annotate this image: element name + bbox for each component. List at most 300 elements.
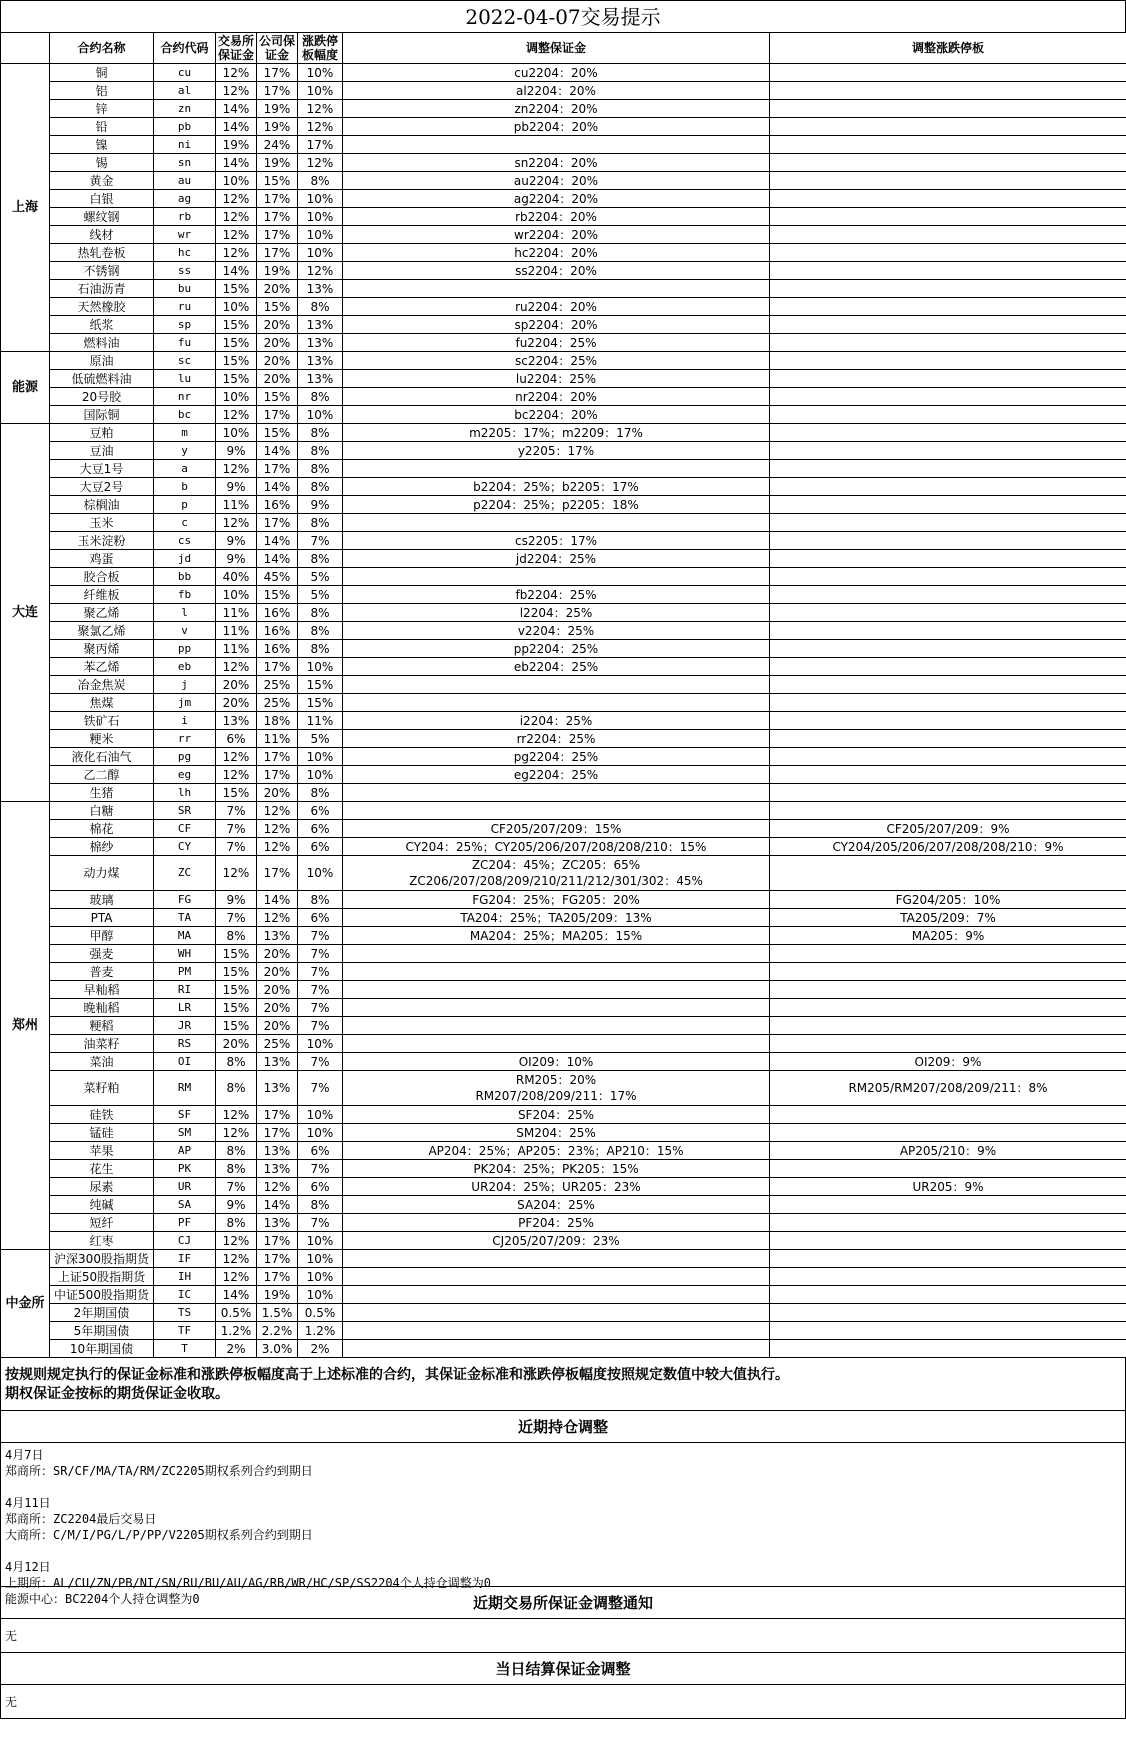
adjusted-margin-cell: jd2204：25%	[343, 550, 770, 568]
company-margin-cell: 16%	[257, 640, 298, 658]
position-adjust-title: 近期持仓调整	[0, 1411, 1126, 1443]
contract-code-cell: eb	[154, 658, 216, 676]
adjusted-limit-cell: OI209：9%	[770, 1053, 1126, 1071]
adjusted-margin-cell	[343, 1035, 770, 1053]
contract-name-cell: 冶金焦炭	[50, 676, 154, 694]
exchange-margin-cell: 12%	[216, 82, 257, 100]
table-row	[1, 694, 1126, 712]
adjusted-limit-cell	[770, 730, 1126, 748]
contract-code-cell: au	[154, 172, 216, 190]
adjusted-limit-cell	[770, 586, 1126, 604]
adjusted-limit-cell	[770, 334, 1126, 352]
adjusted-limit-cell	[770, 1250, 1126, 1268]
contract-code-cell: IF	[154, 1250, 216, 1268]
contract-name-cell: 焦煤	[50, 694, 154, 712]
contract-code-cell: l	[154, 604, 216, 622]
contract-name-cell: 不锈钢	[50, 262, 154, 280]
company-margin-cell: 19%	[257, 118, 298, 136]
contract-code-cell: b	[154, 478, 216, 496]
adjusted-margin-cell: bc2204：20%	[343, 406, 770, 424]
header-code: 合约代码	[154, 33, 216, 64]
adjusted-margin-cell: p2204：25%；p2205：18%	[343, 496, 770, 514]
adjusted-margin-cell	[343, 1340, 770, 1358]
adjusted-margin-cell: eb2204：25%	[343, 658, 770, 676]
exchange-margin-cell: 12%	[216, 514, 257, 532]
company-margin-cell: 20%	[257, 316, 298, 334]
contract-name-cell: 锰硅	[50, 1124, 154, 1142]
contract-name-cell: 苯乙烯	[50, 658, 154, 676]
contract-code-cell: sc	[154, 352, 216, 370]
contract-name-cell: 菜籽粕	[50, 1071, 154, 1106]
limit-cell: 7%	[298, 981, 343, 999]
table-row	[1, 1196, 1126, 1214]
exchange-margin-cell: 8%	[216, 1160, 257, 1178]
exchange-margin-cell: 7%	[216, 820, 257, 838]
exchange-margin-cell: 12%	[216, 1268, 257, 1286]
adjusted-margin-cell: zn2204：20%	[343, 100, 770, 118]
company-margin-cell: 17%	[257, 1268, 298, 1286]
table-row	[1, 424, 1126, 442]
adjusted-margin-cell	[343, 1304, 770, 1322]
contract-code-cell: CJ	[154, 1232, 216, 1250]
table-row	[1, 352, 1126, 370]
company-margin-cell: 20%	[257, 352, 298, 370]
company-margin-cell: 19%	[257, 100, 298, 118]
company-margin-cell: 14%	[257, 1196, 298, 1214]
limit-cell: 10%	[298, 1286, 343, 1304]
company-margin-cell: 17%	[257, 460, 298, 478]
adjusted-margin-cell: au2204：20%	[343, 172, 770, 190]
exchange-margin-cell: 10%	[216, 172, 257, 190]
adjusted-limit-cell	[770, 1268, 1126, 1286]
table-row	[1, 730, 1126, 748]
limit-cell: 7%	[298, 1160, 343, 1178]
company-margin-cell: 16%	[257, 604, 298, 622]
adjusted-margin-cell	[343, 1017, 770, 1035]
adjusted-margin-cell	[343, 568, 770, 586]
table-row	[1, 262, 1126, 280]
adjusted-limit-cell	[770, 226, 1126, 244]
contract-name-cell: 胶合板	[50, 568, 154, 586]
table-row	[1, 622, 1126, 640]
company-margin-cell: 12%	[257, 909, 298, 927]
contract-name-cell: 黄金	[50, 172, 154, 190]
adjusted-margin-cell: sc2204：25%	[343, 352, 770, 370]
exchange-margin-cell: 10%	[216, 586, 257, 604]
contract-name-cell: 尿素	[50, 1178, 154, 1196]
exchange-margin-cell: 15%	[216, 280, 257, 298]
table-row	[1, 172, 1126, 190]
contract-name-cell: 棕榈油	[50, 496, 154, 514]
limit-cell: 10%	[298, 208, 343, 226]
contract-name-cell: 热轧卷板	[50, 244, 154, 262]
table-row	[1, 1160, 1126, 1178]
limit-cell: 13%	[298, 370, 343, 388]
adjusted-margin-cell: hc2204：20%	[343, 244, 770, 262]
contract-name-cell: 粳米	[50, 730, 154, 748]
table-row	[1, 226, 1126, 244]
contract-name-cell: 中证500股指期货	[50, 1286, 154, 1304]
adjusted-limit-cell	[770, 136, 1126, 154]
limit-cell: 7%	[298, 1071, 343, 1106]
contract-code-cell: PF	[154, 1214, 216, 1232]
table-row	[1, 1142, 1126, 1160]
table-row	[1, 1268, 1126, 1286]
company-margin-cell: 17%	[257, 190, 298, 208]
company-margin-cell: 19%	[257, 1286, 298, 1304]
contract-code-cell: rb	[154, 208, 216, 226]
company-margin-cell: 15%	[257, 424, 298, 442]
limit-cell: 13%	[298, 352, 343, 370]
company-margin-cell: 17%	[257, 766, 298, 784]
contract-code-cell: OI	[154, 1053, 216, 1071]
contract-name-cell: 10年期国债	[50, 1340, 154, 1358]
adjusted-limit-cell	[770, 640, 1126, 658]
limit-cell: 8%	[298, 478, 343, 496]
settlement-adjust-body: 无	[0, 1685, 1126, 1719]
table-row	[1, 1304, 1126, 1322]
adjusted-margin-cell: sn2204：20%	[343, 154, 770, 172]
position-adjust-line: 郑商所：ZC2204最后交易日	[5, 1512, 157, 1526]
adjusted-margin-cell	[343, 136, 770, 154]
exchange-margin-cell: 9%	[216, 442, 257, 460]
adjusted-limit-cell	[770, 100, 1126, 118]
contract-code-cell: UR	[154, 1178, 216, 1196]
limit-cell: 10%	[298, 766, 343, 784]
table-row	[1, 568, 1126, 586]
company-margin-cell: 19%	[257, 154, 298, 172]
limit-cell: 10%	[298, 226, 343, 244]
table-row	[1, 442, 1126, 460]
table-row	[1, 909, 1126, 927]
adjusted-margin-cell: al2204：20%	[343, 82, 770, 100]
limit-cell: 15%	[298, 676, 343, 694]
adjusted-limit-cell	[770, 568, 1126, 586]
adjusted-margin-cell	[343, 856, 770, 891]
exchange-cell: 郑州	[1, 802, 50, 1250]
limit-cell: 8%	[298, 298, 343, 316]
adjusted-limit-cell	[770, 1214, 1126, 1232]
table-row	[1, 82, 1126, 100]
adjusted-limit-cell	[770, 64, 1126, 82]
company-margin-cell: 18%	[257, 712, 298, 730]
adjusted-margin-cell: rb2204：20%	[343, 208, 770, 226]
contract-code-cell: fb	[154, 586, 216, 604]
adjusted-margin-cell: TA204：25%；TA205/209：13%	[343, 909, 770, 927]
company-margin-cell: 12%	[257, 802, 298, 820]
contract-code-cell: wr	[154, 226, 216, 244]
company-margin-cell: 1.5%	[257, 1304, 298, 1322]
contract-code-cell: PM	[154, 963, 216, 981]
contract-code-cell: lh	[154, 784, 216, 802]
contract-name-cell: 石油沥青	[50, 280, 154, 298]
position-adjust-line: 上期所：AL/CU/ZN/PB/NI/SN/RU/BU/AU/AG/RB/WR/HC/SP/SS2204个人持仓调整为0	[5, 1576, 492, 1590]
contract-code-cell: cs	[154, 532, 216, 550]
company-margin-cell: 15%	[257, 172, 298, 190]
table-row	[1, 1017, 1126, 1035]
table-row	[1, 370, 1126, 388]
adjusted-margin-cell: AP204：25%；AP205：23%；AP210：15%	[343, 1142, 770, 1160]
adjusted-limit-cell	[770, 1124, 1126, 1142]
table-row	[1, 604, 1126, 622]
company-margin-cell: 17%	[257, 208, 298, 226]
contract-code-cell: SF	[154, 1106, 216, 1124]
company-margin-cell: 12%	[257, 1178, 298, 1196]
adjusted-limit-cell: AP205/210：9%	[770, 1142, 1126, 1160]
contract-code-cell: ni	[154, 136, 216, 154]
company-margin-cell: 14%	[257, 891, 298, 909]
adjusted-limit-cell	[770, 478, 1126, 496]
table-row	[1, 100, 1126, 118]
contract-code-cell: bu	[154, 280, 216, 298]
exchange-margin-cell: 14%	[216, 1286, 257, 1304]
adjusted-margin-cell: wr2204：20%	[343, 226, 770, 244]
adjusted-limit-cell	[770, 388, 1126, 406]
adjusted-margin-line: RM207/208/209/211：17%	[475, 1089, 637, 1103]
contract-name-cell: 铅	[50, 118, 154, 136]
company-margin-cell: 17%	[257, 856, 298, 891]
company-margin-cell: 25%	[257, 676, 298, 694]
header-exchange-margin: 交易所保证金	[216, 33, 257, 64]
adjusted-margin-cell: l2204：25%	[343, 604, 770, 622]
adjusted-margin-cell: y2205：17%	[343, 442, 770, 460]
contract-name-cell: 早籼稻	[50, 981, 154, 999]
exchange-margin-cell: 12%	[216, 64, 257, 82]
limit-cell: 12%	[298, 154, 343, 172]
adjusted-margin-cell	[343, 1250, 770, 1268]
exchange-margin-cell: 20%	[216, 694, 257, 712]
adjusted-margin-cell	[343, 784, 770, 802]
contract-name-cell: 上证50股指期货	[50, 1268, 154, 1286]
limit-cell: 17%	[298, 136, 343, 154]
adjusted-margin-cell	[343, 514, 770, 532]
adjusted-margin-cell: CJ205/207/209：23%	[343, 1232, 770, 1250]
table-row	[1, 1322, 1126, 1340]
contract-name-cell: 天然橡胶	[50, 298, 154, 316]
adjusted-limit-cell: MA205：9%	[770, 927, 1126, 945]
exchange-margin-cell: 7%	[216, 909, 257, 927]
company-margin-cell: 15%	[257, 586, 298, 604]
adjusted-limit-cell	[770, 190, 1126, 208]
company-margin-cell: 13%	[257, 1214, 298, 1232]
adjusted-limit-cell	[770, 316, 1126, 334]
limit-cell: 10%	[298, 82, 343, 100]
limit-cell: 10%	[298, 1250, 343, 1268]
adjusted-limit-cell	[770, 1196, 1126, 1214]
table-row	[1, 1071, 1126, 1106]
adjusted-limit-cell	[770, 1286, 1126, 1304]
position-adjust-line: 大商所：C/M/I/PG/L/P/PP/V2205期权系列合约到期日	[5, 1528, 313, 1542]
margin-table	[0, 32, 1126, 1358]
company-margin-cell: 17%	[257, 64, 298, 82]
adjusted-margin-cell	[343, 999, 770, 1017]
contract-code-cell: fu	[154, 334, 216, 352]
contract-code-cell: j	[154, 676, 216, 694]
adjusted-margin-cell: rr2204：25%	[343, 730, 770, 748]
contract-name-cell: 生猪	[50, 784, 154, 802]
adjusted-limit-cell	[770, 370, 1126, 388]
table-row	[1, 64, 1126, 82]
contract-name-cell: 红枣	[50, 1232, 154, 1250]
adjusted-margin-cell	[343, 1071, 770, 1106]
contract-code-cell: y	[154, 442, 216, 460]
adjusted-limit-cell	[770, 712, 1126, 730]
adjusted-margin-cell: CY204：25%；CY205/206/207/208/208/210：15%	[343, 838, 770, 856]
table-row	[1, 766, 1126, 784]
table-row	[1, 838, 1126, 856]
exchange-margin-cell: 14%	[216, 100, 257, 118]
company-margin-cell: 16%	[257, 622, 298, 640]
company-margin-cell: 14%	[257, 478, 298, 496]
contract-name-cell: 豆粕	[50, 424, 154, 442]
adjusted-margin-cell: v2204：25%	[343, 622, 770, 640]
exchange-notice-title: 近期交易所保证金调整通知	[0, 1587, 1126, 1619]
limit-cell: 8%	[298, 514, 343, 532]
exchange-margin-cell: 7%	[216, 838, 257, 856]
exchange-margin-cell: 12%	[216, 226, 257, 244]
exchange-margin-cell: 9%	[216, 532, 257, 550]
limit-cell: 7%	[298, 532, 343, 550]
company-margin-cell: 17%	[257, 1124, 298, 1142]
exchange-margin-cell: 12%	[216, 766, 257, 784]
adjusted-limit-cell	[770, 802, 1126, 820]
exchange-margin-cell: 14%	[216, 262, 257, 280]
limit-cell: 5%	[298, 586, 343, 604]
contract-name-cell: 白糖	[50, 802, 154, 820]
page-title: 2022-04-07交易提示	[0, 0, 1126, 32]
contract-code-cell: JR	[154, 1017, 216, 1035]
exchange-margin-cell: 6%	[216, 730, 257, 748]
limit-cell: 6%	[298, 909, 343, 927]
table-row	[1, 1214, 1126, 1232]
limit-cell: 8%	[298, 460, 343, 478]
contract-code-cell: ag	[154, 190, 216, 208]
table-row	[1, 280, 1126, 298]
adjusted-limit-cell	[770, 532, 1126, 550]
table-row	[1, 981, 1126, 999]
adjusted-limit-cell	[770, 460, 1126, 478]
exchange-margin-cell: 10%	[216, 388, 257, 406]
limit-cell: 13%	[298, 316, 343, 334]
adjusted-margin-cell: sp2204：20%	[343, 316, 770, 334]
limit-cell: 13%	[298, 334, 343, 352]
contract-code-cell: a	[154, 460, 216, 478]
exchange-margin-cell: 12%	[216, 1232, 257, 1250]
exchange-margin-cell: 20%	[216, 676, 257, 694]
adjusted-margin-cell	[343, 1286, 770, 1304]
table-row	[1, 190, 1126, 208]
contract-code-cell: m	[154, 424, 216, 442]
exchange-cell: 能源	[1, 352, 50, 424]
contract-code-cell: SR	[154, 802, 216, 820]
contract-name-cell: 燃料油	[50, 334, 154, 352]
contract-code-cell: RS	[154, 1035, 216, 1053]
table-row	[1, 550, 1126, 568]
exchange-margin-cell: 14%	[216, 154, 257, 172]
adjusted-margin-cell: fb2204：25%	[343, 586, 770, 604]
adjusted-limit-cell	[770, 694, 1126, 712]
contract-code-cell: RM	[154, 1071, 216, 1106]
exchange-margin-cell: 15%	[216, 999, 257, 1017]
limit-cell: 12%	[298, 118, 343, 136]
adjusted-margin-cell: pb2204：20%	[343, 118, 770, 136]
adjusted-limit-cell	[770, 82, 1126, 100]
table-row	[1, 1286, 1126, 1304]
contract-code-cell: p	[154, 496, 216, 514]
contract-code-cell: AP	[154, 1142, 216, 1160]
exchange-margin-cell: 7%	[216, 1178, 257, 1196]
table-row	[1, 1250, 1126, 1268]
position-adjust-date: 4月11日	[5, 1496, 51, 1510]
contract-name-cell: 2年期国债	[50, 1304, 154, 1322]
adjusted-margin-cell: b2204：25%；b2205：17%	[343, 478, 770, 496]
table-header-row	[1, 33, 1126, 64]
contract-name-cell: 大豆2号	[50, 478, 154, 496]
table-row	[1, 640, 1126, 658]
table-row	[1, 316, 1126, 334]
contract-name-cell: 线材	[50, 226, 154, 244]
limit-cell: 10%	[298, 1232, 343, 1250]
adjusted-limit-cell	[770, 1304, 1126, 1322]
contract-name-cell: 鸡蛋	[50, 550, 154, 568]
adjusted-margin-cell	[343, 963, 770, 981]
contract-name-cell: 铁矿石	[50, 712, 154, 730]
table-row	[1, 244, 1126, 262]
limit-cell: 8%	[298, 891, 343, 909]
company-margin-cell: 3.0%	[257, 1340, 298, 1358]
table-row	[1, 1106, 1126, 1124]
company-margin-cell: 17%	[257, 1250, 298, 1268]
exchange-margin-cell: 8%	[216, 1071, 257, 1106]
contract-code-cell: FG	[154, 891, 216, 909]
exchange-margin-cell: 8%	[216, 1142, 257, 1160]
contract-code-cell: al	[154, 82, 216, 100]
exchange-margin-cell: 12%	[216, 208, 257, 226]
limit-cell: 6%	[298, 1142, 343, 1160]
header-company-margin: 公司保证金	[257, 33, 298, 64]
exchange-margin-cell: 9%	[216, 891, 257, 909]
limit-cell: 8%	[298, 1196, 343, 1214]
company-margin-cell: 20%	[257, 945, 298, 963]
table-body	[1, 64, 1126, 1358]
adjusted-margin-cell: PK204：25%；PK205：15%	[343, 1160, 770, 1178]
limit-cell: 8%	[298, 640, 343, 658]
exchange-margin-cell: 40%	[216, 568, 257, 586]
exchange-margin-cell: 12%	[216, 190, 257, 208]
table-row	[1, 712, 1126, 730]
position-adjust-line: 能源中心：BC2204个人持仓调整为0	[5, 1592, 200, 1606]
contract-name-cell: 棉纱	[50, 838, 154, 856]
contract-name-cell: 沪深300股指期货	[50, 1250, 154, 1268]
company-margin-cell: 45%	[257, 568, 298, 586]
limit-cell: 8%	[298, 550, 343, 568]
limit-cell: 12%	[298, 262, 343, 280]
limit-cell: 0.5%	[298, 1304, 343, 1322]
exchange-margin-cell: 15%	[216, 334, 257, 352]
position-adjust-group	[5, 1495, 1121, 1543]
exchange-margin-cell: 12%	[216, 748, 257, 766]
exchange-margin-cell: 2%	[216, 1340, 257, 1358]
company-margin-cell: 20%	[257, 784, 298, 802]
position-adjust-date: 4月7日	[5, 1448, 44, 1462]
contract-code-cell: cu	[154, 64, 216, 82]
company-margin-cell: 14%	[257, 532, 298, 550]
company-margin-cell: 17%	[257, 406, 298, 424]
adjusted-margin-cell: FG204：25%；FG205：20%	[343, 891, 770, 909]
limit-cell: 8%	[298, 388, 343, 406]
table-row	[1, 658, 1126, 676]
company-margin-cell: 20%	[257, 999, 298, 1017]
